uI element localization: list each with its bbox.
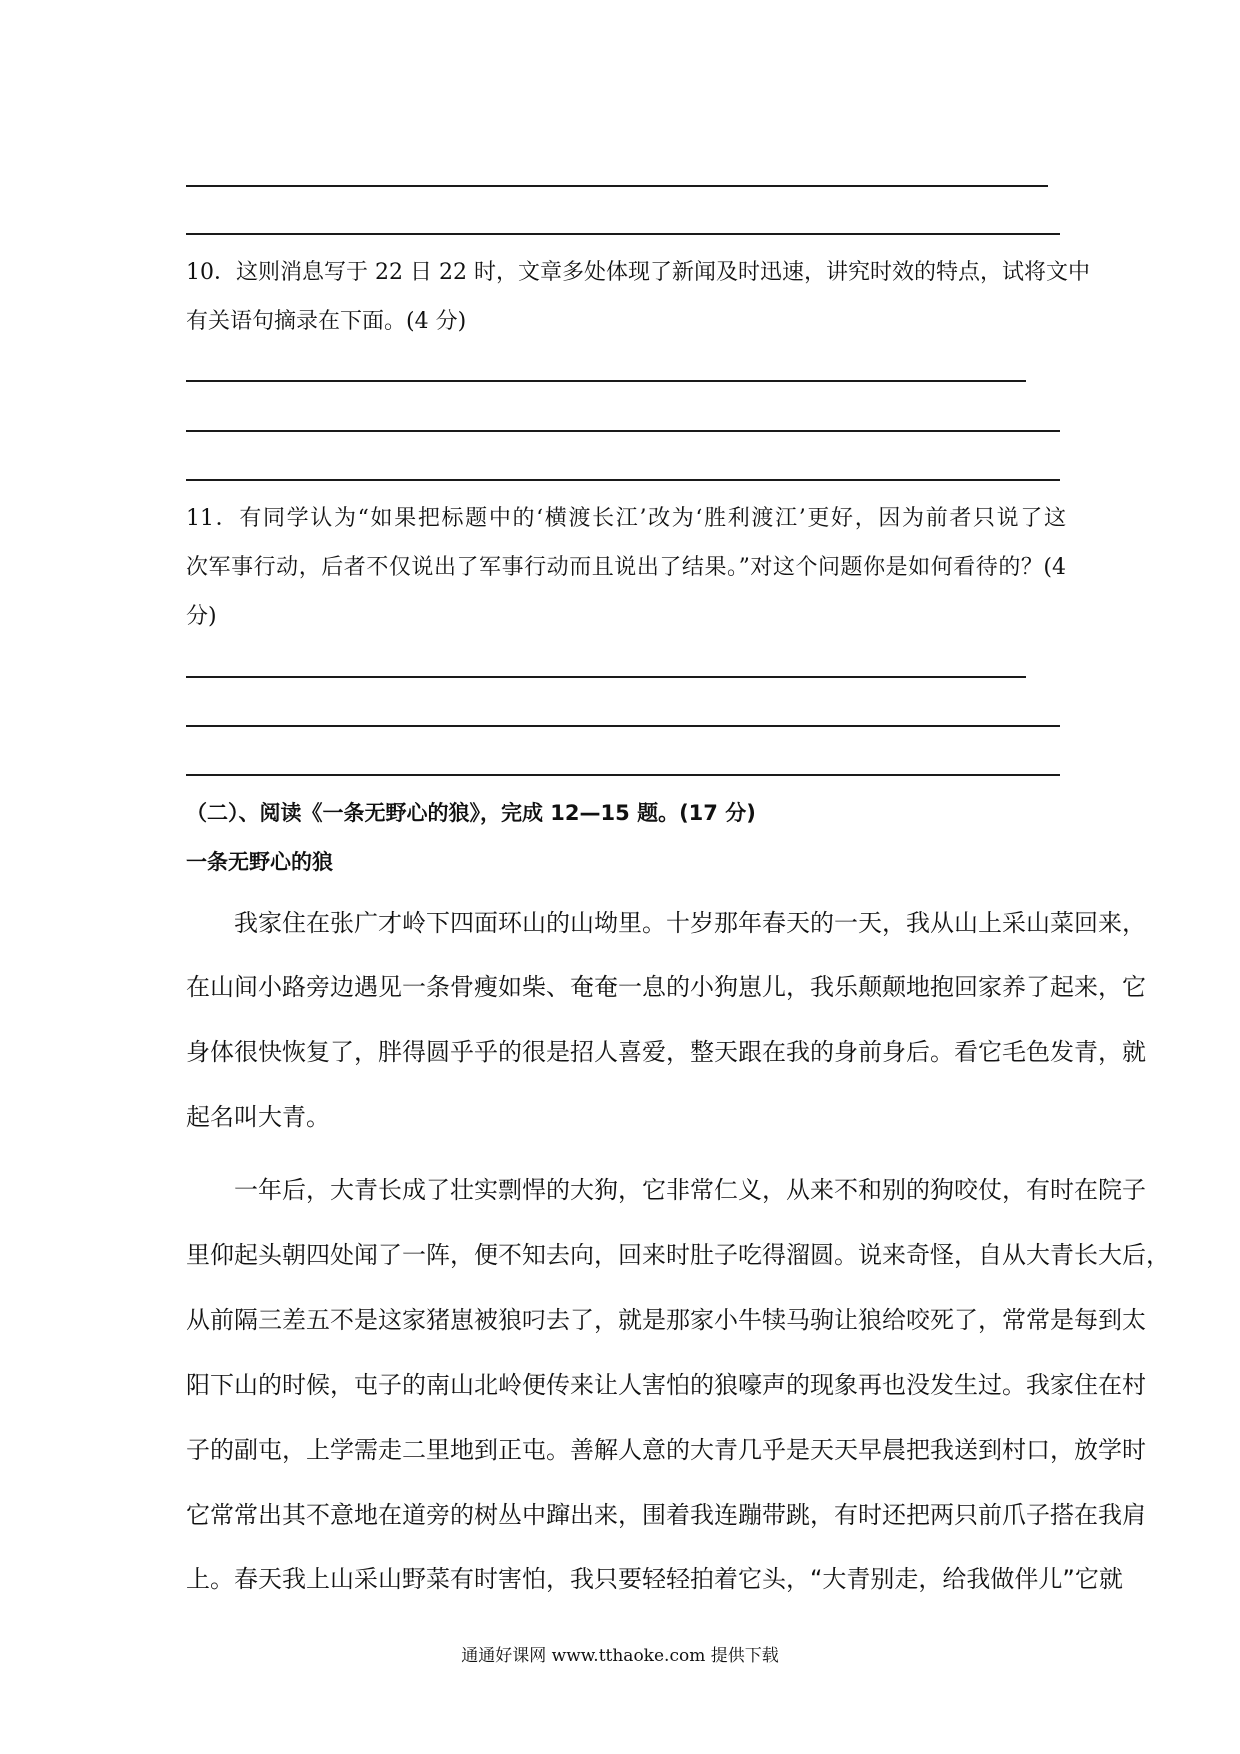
passage-line: 一年后，大青长成了壮实剽悍的大狗，它非常仁义，从来不和别的狗咬仗，有时在院子: [186, 1176, 1146, 1204]
answer-line: [186, 479, 1060, 481]
passage-line: 身体很快恢复了，胖得圆乎乎的很是招人喜爱，整天跟在我的身前身后。看它毛色发青，就: [186, 1038, 1146, 1066]
question-10-line-2: 有关语句摘录在下面。(4 分): [186, 309, 467, 334]
question-11-line-2: 次军事行动，后者不仅说出了军事行动而且说出了结果。”对这个问题你是如何看待的？(4: [186, 555, 1066, 580]
passage-line: 在山间小路旁边遇见一条骨瘦如柴、奄奄一息的小狗崽儿，我乐颠颠地抱回家养了起来，它: [186, 973, 1146, 1001]
passage-line: 里仰起头朝四处闻了一阵，便不知去向，回来时肚子吃得溜圆。说来奇怪，自从大青长大后，: [186, 1241, 1170, 1269]
passage-line: 子的副屯，上学需走二里地到正屯。善解人意的大青几乎是天天早晨把我送到村口，放学时: [186, 1436, 1146, 1464]
answer-line: [186, 430, 1060, 432]
passage-line: 上。春天我上山采山野菜有时害怕，我只要轻轻拍着它头，“大青别走，给我做伴儿”它就: [186, 1565, 1123, 1593]
passage-line: 阳下山的时候，屯子的南山北岭便传来让人害怕的狼嚎声的现象再也没发生过。我家住在村: [186, 1371, 1146, 1399]
answer-line: [186, 233, 1060, 235]
answer-line: [186, 380, 1026, 382]
passage-line: 从前隔三差五不是这家猪崽被狼叼去了，就是那家小牛犊马驹让狼给咬死了，常常是每到太: [186, 1306, 1146, 1334]
question-11-line-3: 分): [186, 604, 217, 629]
passage-line: 我家住在张广才岭下四面环山的山坳里。十岁那年春天的一天，我从山上采山菜回来，: [186, 909, 1146, 937]
passage-line: 起名叫大青。: [186, 1103, 330, 1131]
page-footer: 通通好课网 www.tthaoke.com 提供下载: [461, 1646, 779, 1666]
passage-line: 它常常出其不意地在道旁的树丛中蹿出来，围着我连蹦带跳，有时还把两只前爪子搭在我肩: [186, 1501, 1146, 1529]
passage-title: 一条无野心的狼: [186, 850, 333, 874]
answer-line: [186, 774, 1060, 776]
answer-line: [186, 185, 1048, 187]
answer-line: [186, 725, 1060, 727]
question-10-line-1: 10．这则消息写于 22 日 22 时，文章多处体现了新闻及时迅速，讲究时效的特点，试将文中: [186, 260, 1090, 285]
answer-line: [186, 676, 1026, 678]
section-heading: （二）、阅读《一条无野心的狼》，完成 12—15 题。(17 分): [186, 801, 756, 825]
question-11-line-1: 11．有同学认为“如果把标题中的‘横渡长江’改为‘胜利渡江’更好，因为前者只说了这: [186, 506, 1066, 531]
